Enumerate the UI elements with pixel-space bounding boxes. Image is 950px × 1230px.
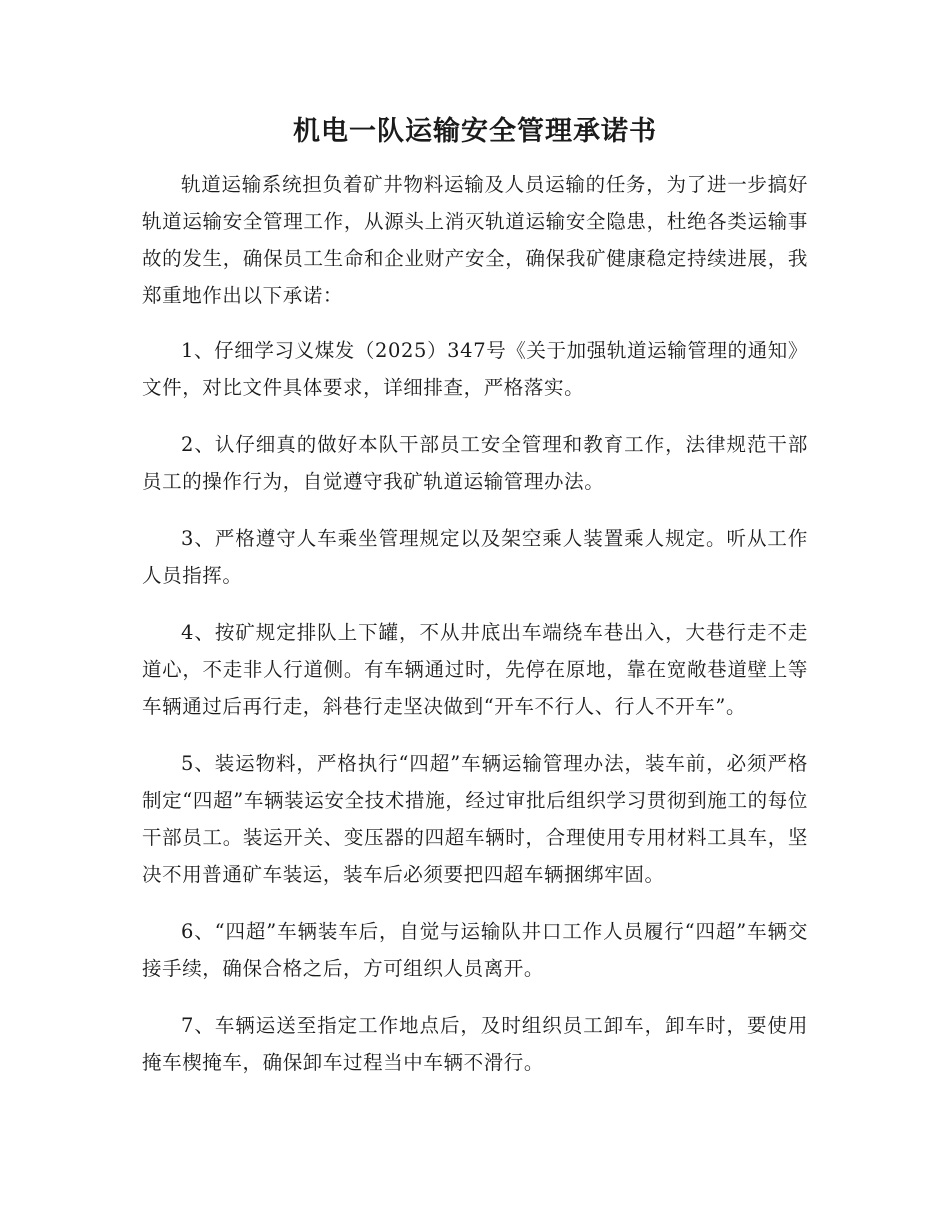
intro-paragraph: 轨道运输系统担负着矿井物料运输及人员运输的任务，为了进一步搞好轨道运输安全管理工作，从源头上消灭轨道运输安全隐患，杜绝各类运输事故的发生，确保员工生命和企业财产安全，确保我矿健康稳定持续进展，我郑重地作出以下承诺： (142, 173, 808, 307)
commitment-item-4: 4、按矿规定排队上下罐，不从井底出车端绕车巷出入，大巷行走不走道心，不走非人行道侧。有车辆通过时，先停在原地，靠在宽敞巷道壁上等车辆通过后再行走，斜巷行走坚决做到“开车不行人、行人不开车”。 (142, 621, 808, 718)
commitment-item-2: 2、认仔细真的做好本队干部员工安全管理和教育工作，法律规范干部员工的操作行为，自觉遵守我矿轨道运输管理办法。 (142, 433, 808, 493)
commitment-item-3: 3、严格遵守人车乘坐管理规定以及架空乘人装置乘人规定。听从工作人员指挥。 (142, 527, 808, 587)
commitment-item-6: 6、“四超”车辆装车后，自觉与运输队井口工作人员履行“四超”车辆交接手续，确保合格之后，方可组织人员离开。 (142, 920, 808, 980)
commitment-item-7: 7、车辆运送至指定工作地点后，及时组织员工卸车，卸车时，要使用掩车楔掩车，确保卸车过程当中车辆不滑行。 (142, 1014, 808, 1074)
document-body (142, 166, 808, 1101)
commitment-item-5: 5、装运物料，严格执行“四超”车辆运输管理办法，装车前，必须严格制定“四超”车辆装运安全技术措施，经过审批后组织学习贯彻到施工的每位干部员工。装运开关、变压器的四超车辆时，合理使用专用材料工具车，坚决不用普通矿车装运，装车后必须要把四超车辆捆绑牢固。 (142, 752, 808, 886)
document-title: 机电一队运输安全管理承诺书 (293, 116, 657, 147)
commitment-item-1: 1、仔细学习义煤发（2025）347号《关于加强轨道运输管理的通知》文件，对比文件具体要求，详细排查，严格落实。 (142, 339, 808, 399)
